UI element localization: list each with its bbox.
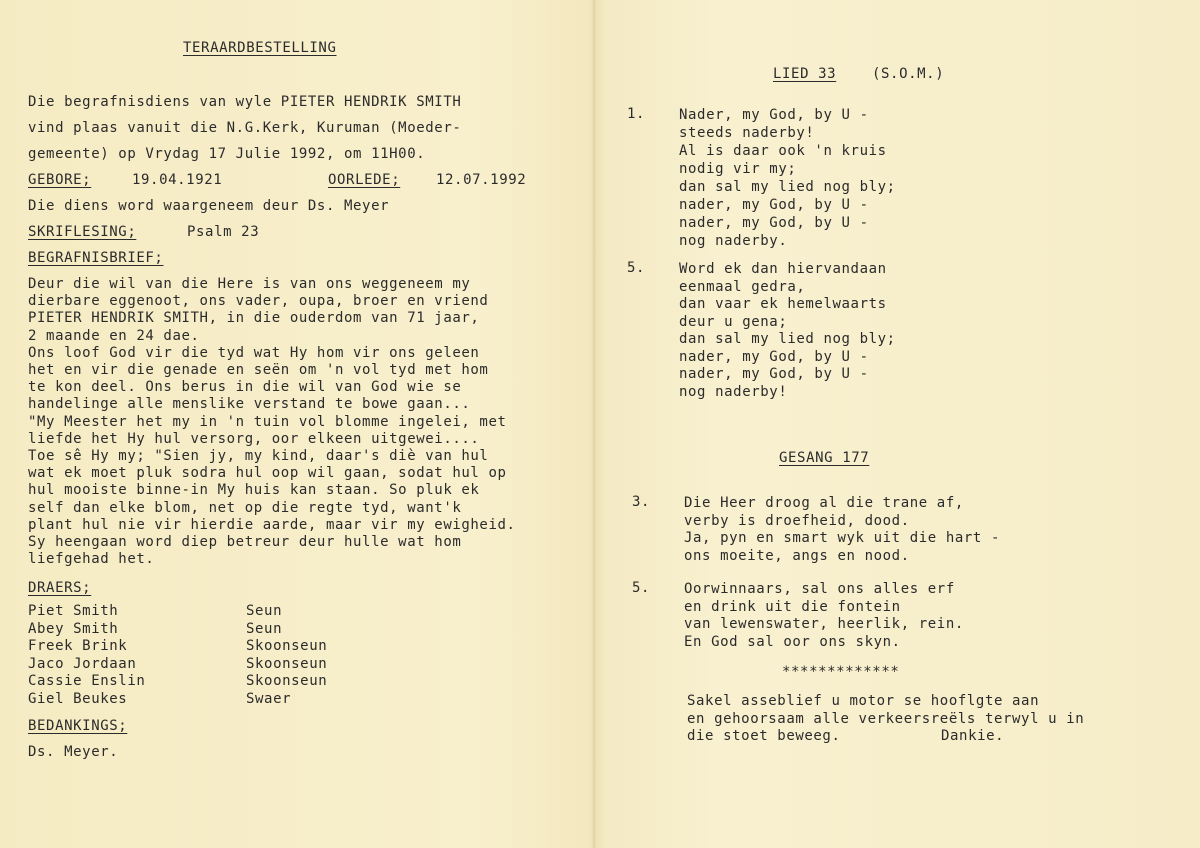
letter-line: "My Meester het my in 'n tuin vol blomme ingelei, met: [28, 413, 507, 430]
verse-line: dan vaar ek hemelwaarts: [679, 296, 887, 312]
verse-line: En God sal oor ons skyn.: [684, 633, 901, 650]
bearer-relation: Seun: [246, 620, 283, 637]
verse-line: dan sal my lied nog bly;: [679, 331, 896, 347]
verse-line: Word ek dan hiervandaan: [679, 261, 887, 277]
thanks-label: BEDANKINGS;: [28, 718, 128, 734]
notice-thanks: Dankie.: [941, 728, 1005, 744]
verse-line: nog naderby!: [679, 383, 788, 400]
bearer-relation: Seun: [246, 603, 283, 619]
born-date: 19.04.1921: [132, 172, 223, 188]
letter-line: 2 maande en 24 dae.: [28, 327, 200, 344]
hymn1-source: (S.O.M.): [872, 66, 945, 82]
bearer-name: Abey Smith: [28, 620, 119, 637]
verse-line: nader, my God, by U -: [679, 366, 869, 382]
verse-line: ons moeite, angs en nood.: [684, 547, 910, 564]
died-label: OORLEDE;: [328, 172, 401, 188]
verse-line: Nader, my God, by U -: [679, 107, 869, 123]
bearer-relation: Skoonseun: [246, 655, 328, 672]
reading-label: SKRIFLESING;: [28, 224, 137, 240]
letter-line: Deur die wil van die Here is van ons weggeneem my: [28, 276, 471, 292]
letter-line: PIETER HENDRIK SMITH, in die ouderdom van 71 jaar,: [28, 310, 480, 327]
intro-line-3: gemeente) op Vrydag 17 Julie 1992, om 11H00.: [28, 146, 426, 162]
letter-line: Sy heengaan word diep betreur deur hulle wat hom: [28, 534, 462, 550]
letter-line: het en vir die genade en seën om 'n vol tyd met hom: [28, 362, 489, 378]
officiant-line: Die diens word waargeneem deur Ds. Meyer: [28, 198, 390, 214]
bearer-name: Freek Brink: [28, 638, 128, 654]
letter-line: plant hul nie vir hierdie aarde, maar vir my ewigheid.: [28, 516, 516, 533]
letter-line: self dan elke blom, net op die regte tyd, want'k: [28, 499, 462, 516]
verse-line: dan sal my lied nog bly;: [679, 179, 896, 195]
hymn2-verse1-number: 3.: [632, 494, 651, 510]
intro-line-2: vind plaas vanuit die N.G.Kerk, Kuruman (Moeder-: [28, 120, 462, 136]
thanks-text: Ds. Meyer.: [28, 744, 119, 760]
letter-line: wat ek moet pluk sodra hul oop wil gaan, sodat hul op: [28, 465, 507, 482]
verse-line: en drink uit die fontein: [684, 598, 901, 615]
hymn2-verse2-number: 5.: [632, 580, 651, 596]
letter-line: Toe sê Hy my; "Sien jy, my kind, daar's diè van hul: [28, 448, 489, 464]
bearer-relation: Swaer: [246, 690, 292, 707]
bearers-label: DRAERS;: [28, 580, 92, 596]
verse-line: Al is daar ook 'n kruis: [679, 143, 887, 159]
reading-text: Psalm 23: [187, 224, 260, 240]
page-title: TERAARDBESTELLING: [183, 40, 337, 56]
hymn1-title: LIED 33: [773, 66, 837, 82]
page-fold: [592, 0, 596, 848]
verse-line: nog naderby.: [679, 233, 788, 249]
verse-line: nader, my God, by U -: [679, 197, 869, 213]
notice-line: die stoet beweeg.: [687, 728, 841, 744]
hymn2-title: GESANG 177: [779, 450, 870, 466]
separator-stars: *************: [782, 664, 900, 680]
bearer-name: Jaco Jordaan: [28, 655, 137, 672]
letter-line: te kon deel. Ons berus in die wil van God wie se: [28, 379, 462, 396]
verse-line: Ja, pyn en smart wyk uit die hart -: [684, 530, 1001, 546]
letter-line: liefgehad het.: [28, 551, 155, 568]
died-date: 12.07.1992: [436, 172, 527, 188]
bearer-relation: Skoonseun: [246, 673, 328, 689]
bearer-name: Cassie Enslin: [28, 673, 146, 689]
bearer-name: Piet Smith: [28, 603, 119, 619]
hymn1-verse2-number: 5.: [627, 260, 646, 276]
hymn1-verse1-number: 1.: [627, 106, 646, 122]
letter-line: hul mooiste binne-in My huis kan staan. So pluk ek: [28, 482, 480, 499]
letter-line: dierbare eggenoot, ons vader, oupa, broer en vriend: [28, 293, 489, 310]
verse-line: steeds naderby!: [679, 125, 815, 141]
verse-line: deur u gena;: [679, 313, 788, 330]
verse-line: nodig vir my;: [679, 161, 797, 177]
letter-line: handelinge alle menslike verstand te bowe gaan...: [28, 396, 471, 413]
letter-line: liefde het Hy hul versorg, oor elkeen uitgewei....: [28, 430, 480, 447]
verse-line: Oorwinnaars, sal ons alles erf: [684, 581, 955, 597]
bearer-name: Giel Beukes: [28, 690, 128, 707]
notice-line: Sakel asseblief u motor se hooflgte aan: [687, 693, 1040, 709]
notice-line: en gehoorsaam alle verkeersreëls terwyl u in: [687, 710, 1085, 727]
verse-line: eenmaal gedra,: [679, 278, 806, 295]
verse-line: nader, my God, by U -: [679, 348, 869, 365]
verse-line: van lewenswater, heerlik, rein.: [684, 616, 964, 632]
born-label: GEBORE;: [28, 172, 92, 188]
verse-line: verby is droefheid, dood.: [684, 512, 910, 529]
letter-label: BEGRAFNISBRIEF;: [28, 250, 164, 266]
intro-line-1: Die begrafnisdiens van wyle PIETER HENDRIK SMITH: [28, 94, 462, 110]
verse-line: Die Heer droog al die trane af,: [684, 495, 964, 511]
verse-line: nader, my God, by U -: [679, 215, 869, 231]
bearer-relation: Skoonseun: [246, 638, 328, 654]
letter-line: Ons loof God vir die tyd wat Hy hom vir ons geleen: [28, 344, 480, 361]
